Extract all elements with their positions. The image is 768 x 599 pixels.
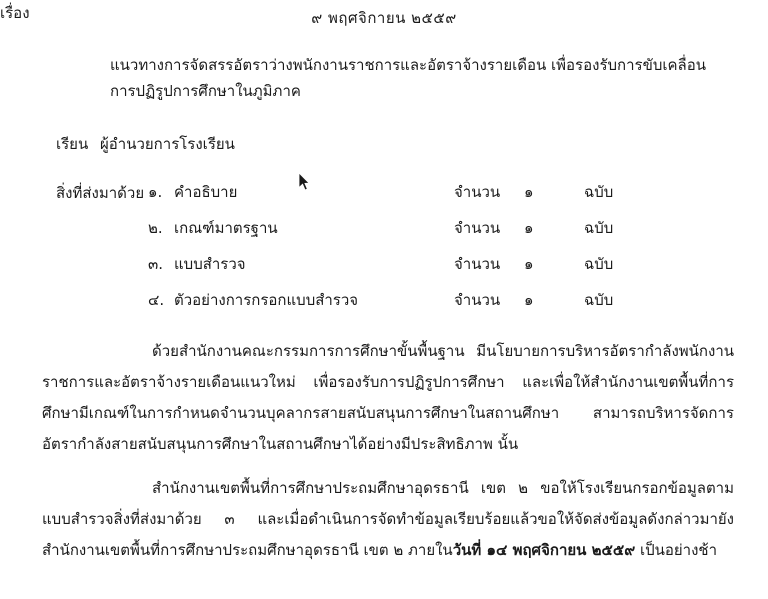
table-row bbox=[148, 180, 728, 216]
subject-label: เรื่อง bbox=[0, 4, 30, 22]
paragraph-2 bbox=[42, 473, 734, 566]
attachment-count: ๑ bbox=[524, 183, 534, 201]
paragraph-1 bbox=[42, 336, 734, 460]
attachment-name: คำอธิบาย bbox=[174, 183, 238, 201]
subject-line-2: การปฏิรูปการศึกษาในภูมิภาค bbox=[110, 82, 301, 100]
attachment-quantity-label: จำนวน bbox=[454, 219, 501, 237]
recipient-label: เรียน bbox=[56, 135, 89, 153]
table-row bbox=[148, 252, 728, 288]
paragraph-1-text: ด้วยสำนักงานคณะกรรมการการศึกษาขั้นพื้นฐาน มีนโยบายการบริหารอัตรากำลังพนักงานราชการและอัตราจ้างรายเดือนแนวใหม่ เพื่อรองรับการปฏิรูปการศึกษา และเพื่อให้สำนักงานเขตพื้นที่การศึกษามีเกณฑ์ในการกำหนดจำนวนบุคลากรสายสนับสนุนการศึกษาในสถานศึกษา สามารถบริหารจัดการอัตรากำลังสายสนับสนุนการศึกษาในสถานศึกษาได้อย่างมีประสิทธิภาพ นั้น bbox=[42, 342, 734, 453]
paragraph-2-part-3: เป็นอย่างช้า bbox=[635, 541, 718, 559]
attachment-name: แบบสำรวจ bbox=[174, 255, 246, 273]
attachment-number: ๓. bbox=[148, 255, 164, 273]
attachments-label: สิ่งที่ส่งมาด้วย bbox=[56, 184, 145, 202]
table-row bbox=[148, 288, 728, 324]
attachment-unit: ฉบับ bbox=[584, 255, 614, 273]
attachment-unit: ฉบับ bbox=[584, 183, 614, 201]
paragraph-2-text bbox=[42, 473, 734, 566]
table-row bbox=[148, 216, 728, 252]
attachment-number: ๑. bbox=[148, 183, 163, 201]
subject-text bbox=[110, 52, 710, 104]
attachment-number: ๒. bbox=[148, 219, 163, 237]
subject-line-1: แนวทางการจัดสรรอัตราว่างพนักงานราชการและอัตราจ้างรายเดือน เพื่อรองรับการขับเคลื่อน bbox=[110, 56, 706, 74]
attachment-unit: ฉบับ bbox=[584, 291, 614, 309]
attachments-table bbox=[148, 180, 728, 324]
attachment-quantity-label: จำนวน bbox=[454, 183, 501, 201]
attachment-name: ตัวอย่างการกรอกแบบสำรวจ bbox=[174, 291, 359, 309]
document-date: ๙ พฤศจิกายน ๒๕๕๙ bbox=[311, 9, 457, 27]
attachment-name: เกณฑ์มาตรฐาน bbox=[174, 219, 278, 237]
attachment-count: ๑ bbox=[524, 291, 534, 309]
paragraph-2-deadline: วันที่ ๑๔ พฤศจิกายน ๒๕๕๙ bbox=[452, 541, 636, 559]
attachment-count: ๑ bbox=[524, 219, 534, 237]
attachment-unit: ฉบับ bbox=[584, 219, 614, 237]
paragraph-2-part-1: สำนักงานเขตพื้นที่การศึกษาประถมศึกษาอุดรธานี เขต ๒ ขอให้โรงเรียนกรอกข้อมูลตามแบบสำรวจสิ่งที่ส่งมาด้วย ๓ และเมื่อดำเนินการจัดทำข้อมูลเรียบร้อยแล้วขอให้จัดส่งข้อมูลดังกล่าวมายัง สำนักงานเขตพื้นที่การศึกษาประถมศึกษาอุดรธานี เขต ๒ ภายใน bbox=[42, 479, 734, 559]
attachment-count: ๑ bbox=[524, 255, 534, 273]
attachment-quantity-label: จำนวน bbox=[454, 255, 501, 273]
attachment-quantity-label: จำนวน bbox=[454, 291, 501, 309]
recipient-value: ผู้อำนวยการโรงเรียน bbox=[100, 135, 235, 153]
attachment-number: ๔. bbox=[148, 291, 165, 309]
